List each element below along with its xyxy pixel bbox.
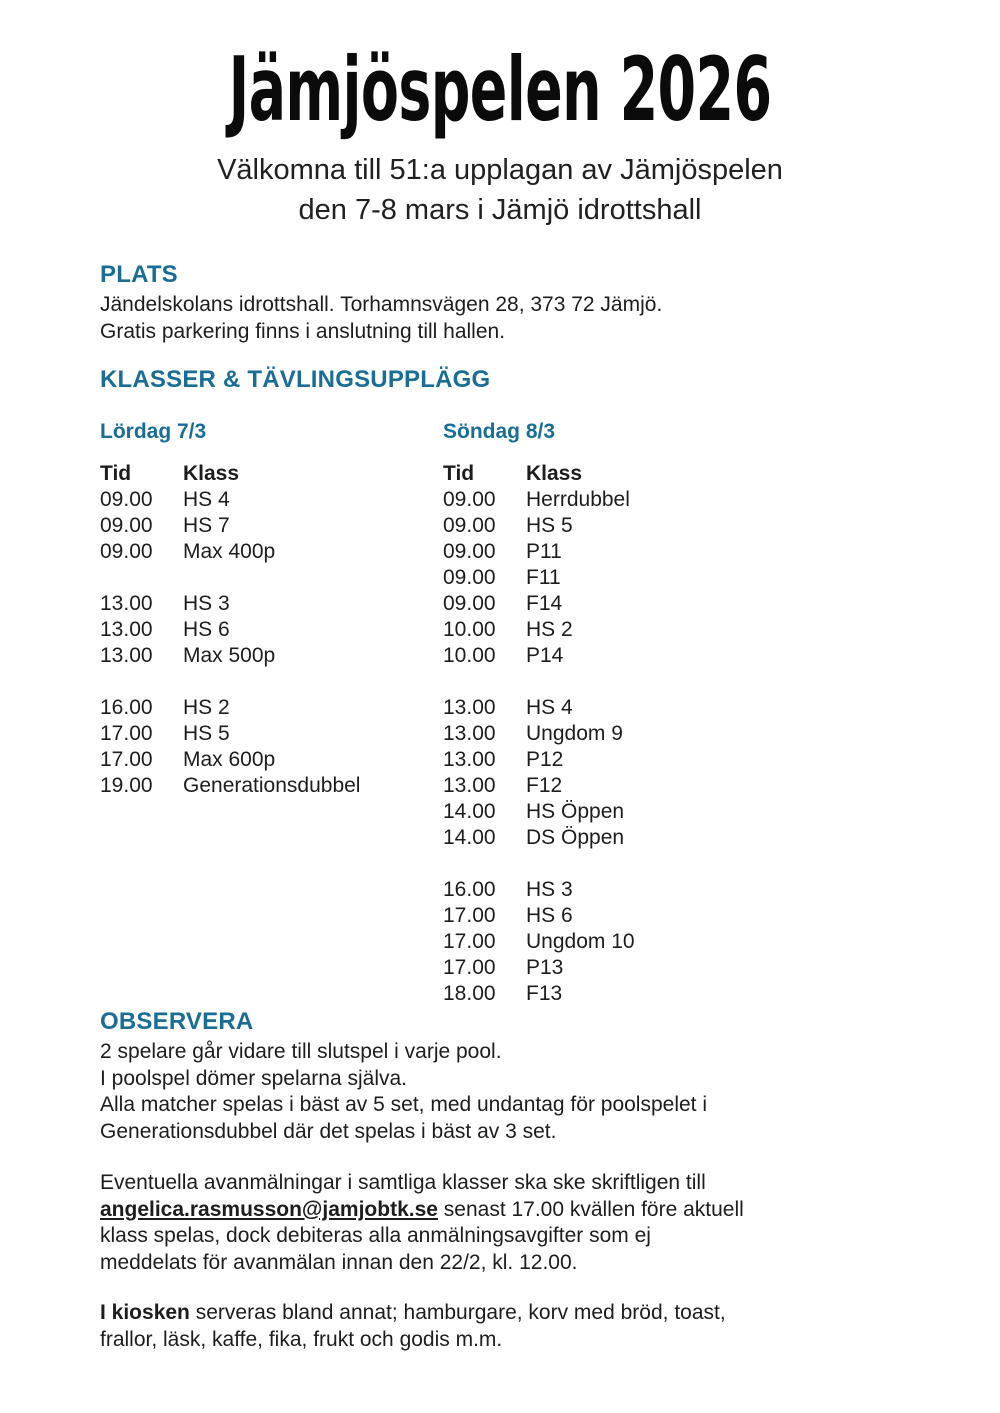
plats-line-2: Gratis parkering finns i anslutning till hallen.	[100, 319, 506, 343]
class-cell: HS Öppen	[526, 800, 625, 823]
schedule-row	[100, 747, 443, 773]
schedule-row	[100, 617, 443, 643]
time-cell: 13.00	[100, 618, 153, 641]
class-cell: HS 5	[183, 722, 230, 745]
kiosk-line-2: frallor, läsk, kaffe, fika, frukt och godis m.m.	[100, 1327, 503, 1351]
time-cell: 10.00	[443, 618, 496, 641]
class-cell	[183, 565, 443, 591]
time-column-header: Tid	[100, 462, 132, 485]
schedule-row	[443, 591, 900, 617]
time-cell: 17.00	[443, 956, 496, 979]
class-cell	[526, 851, 900, 877]
schedule-row	[443, 825, 900, 851]
class-column-header: Klass	[183, 462, 240, 485]
kiosk-lead: I kiosken	[100, 1301, 190, 1324]
schedule-row	[100, 487, 443, 513]
class-cell: F13	[526, 982, 563, 1005]
class-cell: Max 600p	[183, 748, 276, 771]
plats-text	[100, 292, 900, 345]
cancellation-line-3: klass spelas, dock debiteras alla anmälningsavgifter som ej	[100, 1224, 651, 1247]
day-heading-sunday: Söndag 8/3	[443, 420, 556, 443]
time-cell: 16.00	[100, 696, 153, 719]
time-cell: 09.00	[443, 488, 496, 511]
schedule-rows-saturday	[100, 487, 443, 799]
kiosk-line-1	[100, 1300, 900, 1327]
schedule-row	[443, 799, 900, 825]
time-cell: 17.00	[443, 930, 496, 953]
schedule-row	[100, 539, 443, 565]
plats-line-1: Jändelskolans idrottshall. Torhamnsvägen 28, 373 72 Jämjö.	[100, 293, 663, 316]
time-cell: 17.00	[100, 748, 153, 771]
schedule-header-sunday	[443, 461, 900, 487]
schedule-row	[443, 643, 900, 669]
day-heading-saturday: Lördag 7/3	[100, 420, 207, 443]
schedule-row	[100, 643, 443, 669]
schedule-row	[443, 721, 900, 747]
time-cell: 13.00	[443, 696, 496, 719]
class-cell: HS 4	[183, 488, 230, 511]
class-cell: HS 3	[526, 878, 573, 901]
time-cell: 19.00	[100, 774, 153, 797]
schedule-row	[443, 617, 900, 643]
class-cell: P12	[526, 748, 564, 771]
schedule-row	[443, 851, 900, 877]
class-cell	[183, 669, 443, 695]
time-cell: 18.00	[443, 982, 496, 1005]
class-cell: HS 3	[183, 592, 230, 615]
kiosk-line-1-rest: serveras bland annat; hamburgare, korv med bröd, toast,	[189, 1301, 726, 1324]
subtitle-line-1: Välkomna till 51:a upplagan av Jämjöspelen	[217, 154, 783, 186]
cancellation-line-2	[100, 1197, 900, 1224]
class-cell: F12	[526, 774, 563, 797]
time-cell: 09.00	[443, 514, 496, 537]
class-cell: HS 2	[183, 696, 230, 719]
class-cell: HS 7	[183, 514, 230, 537]
class-cell: Generationsdubbel	[183, 774, 361, 797]
cancellation-line-1: Eventuella avanmälningar i samtliga klasser ska ske skriftligen till	[100, 1171, 706, 1194]
schedule-row	[100, 695, 443, 721]
class-column-header: Klass	[526, 462, 583, 485]
class-cell: Ungdom 9	[526, 722, 623, 745]
schedule-column-saturday	[100, 395, 443, 1007]
schedule	[100, 395, 900, 1007]
time-cell: 09.00	[443, 566, 496, 589]
class-cell: HS 6	[183, 618, 230, 641]
schedule-row	[100, 513, 443, 539]
section-heading-plats: PLATS	[100, 261, 178, 288]
schedule-row	[443, 929, 900, 955]
time-cell: 13.00	[100, 592, 153, 615]
time-cell	[100, 669, 183, 695]
schedule-row	[100, 721, 443, 747]
schedule-row	[443, 565, 900, 591]
time-cell: 13.00	[100, 644, 153, 667]
page-title: Jämjöspelen 2026	[228, 38, 772, 141]
class-cell: HS 2	[526, 618, 573, 641]
subtitle-line-2: den 7-8 mars i Jämjö idrottshall	[298, 194, 702, 226]
class-cell: Herrdubbel	[526, 488, 630, 511]
time-cell: 13.00	[443, 774, 496, 797]
class-cell: P11	[526, 540, 562, 563]
class-cell: Ungdom 10	[526, 930, 635, 953]
schedule-header-saturday	[100, 461, 443, 487]
schedule-row	[443, 877, 900, 903]
time-cell: 09.00	[100, 488, 153, 511]
time-cell: 17.00	[100, 722, 153, 745]
class-cell: F14	[526, 592, 563, 615]
observera-line-4: Generationsdubbel där det spelas i bäst av 3 set.	[100, 1119, 557, 1143]
cancellation-line-2-rest: senast 17.00 kvällen före aktuell	[437, 1197, 744, 1221]
time-column-header: Tid	[443, 462, 475, 485]
schedule-rows-sunday	[443, 487, 900, 1007]
class-cell: HS 5	[526, 514, 573, 537]
schedule-row	[100, 591, 443, 617]
class-cell: F11	[526, 566, 561, 589]
observera-text	[100, 1039, 900, 1145]
class-cell: P14	[526, 644, 564, 667]
time-cell: 10.00	[443, 644, 496, 667]
observera-line-3: Alla matcher spelas i bäst av 5 set, med undantag för poolspelet i	[100, 1093, 708, 1116]
time-cell: 16.00	[443, 878, 496, 901]
time-cell: 09.00	[443, 540, 496, 563]
schedule-row	[443, 747, 900, 773]
schedule-row	[443, 903, 900, 929]
schedule-row	[443, 539, 900, 565]
time-cell: 09.00	[100, 514, 153, 537]
schedule-row	[443, 695, 900, 721]
schedule-row	[443, 669, 900, 695]
time-cell: 17.00	[443, 904, 496, 927]
content-area	[0, 260, 1000, 1353]
schedule-row	[443, 513, 900, 539]
time-cell: 13.00	[443, 748, 496, 771]
class-cell: HS 6	[526, 904, 573, 927]
schedule-row	[100, 669, 443, 695]
section-heading-observera: OBSERVERA	[100, 1008, 254, 1035]
time-cell: 14.00	[443, 826, 496, 849]
time-cell	[100, 565, 183, 591]
time-cell: 13.00	[443, 722, 496, 745]
section-heading-klasser: KLASSER & TÄVLINGSUPPLÄGG	[100, 366, 491, 393]
kiosk-paragraph	[100, 1300, 900, 1353]
observera-line-2: I poolspel dömer spelarna själva.	[100, 1066, 408, 1090]
time-cell: 09.00	[100, 540, 153, 563]
schedule-row	[443, 955, 900, 981]
time-cell	[443, 851, 526, 877]
schedule-column-sunday	[443, 395, 900, 1007]
class-cell: P13	[526, 956, 564, 979]
schedule-row	[100, 773, 443, 799]
schedule-row	[443, 981, 900, 1007]
class-cell: DS Öppen	[526, 826, 625, 849]
subtitle	[0, 150, 1000, 230]
class-cell: Max 400p	[183, 540, 276, 563]
time-cell	[443, 669, 526, 695]
email-link[interactable]: angelica.rasmusson@jamjobtk.se	[100, 1197, 438, 1221]
class-cell: HS 4	[526, 696, 573, 719]
schedule-row	[443, 773, 900, 799]
schedule-row	[100, 565, 443, 591]
time-cell: 09.00	[443, 592, 496, 615]
cancellation-paragraph	[100, 1170, 900, 1276]
observera-line-1: 2 spelare går vidare till slutspel i varje pool.	[100, 1040, 502, 1063]
class-cell: Max 500p	[183, 644, 276, 667]
schedule-row	[443, 487, 900, 513]
class-cell	[526, 669, 900, 695]
time-cell: 14.00	[443, 800, 496, 823]
cancellation-line-4: meddelats för avanmälan innan den 22/2, kl. 12.00.	[100, 1250, 578, 1274]
